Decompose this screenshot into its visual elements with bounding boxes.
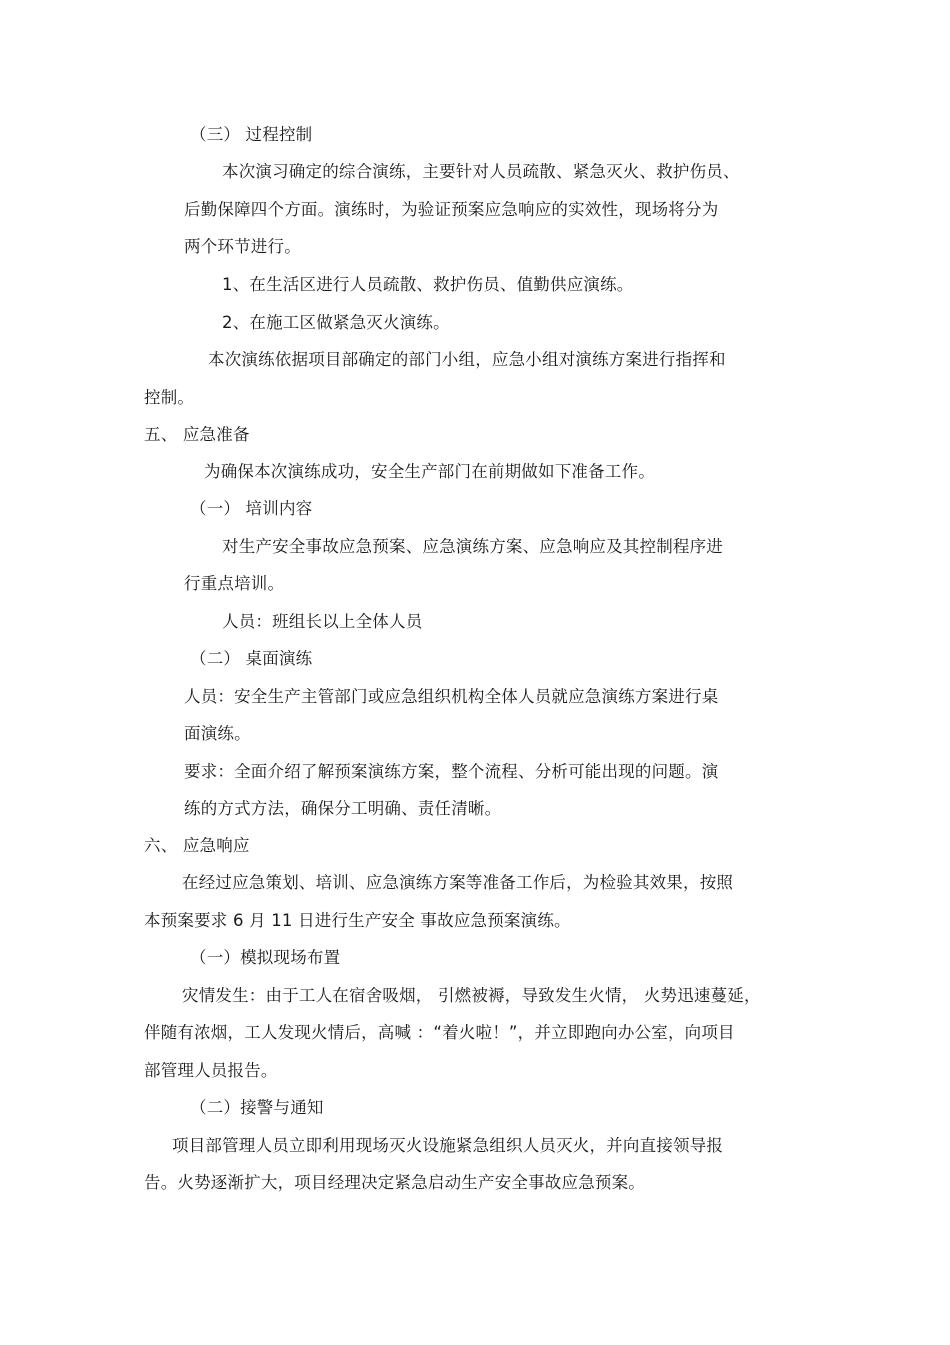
paragraph-line: 要求：全面介绍了解预案演练方案，整个流程、分析可能出现的问题。演 bbox=[184, 762, 719, 781]
paragraph-line: 两个环节进行。 bbox=[184, 237, 301, 256]
paragraph-line: 项目部管理人员立即利用现场灭火设施紧急组织人员灭火，并向直接领导报 bbox=[172, 1136, 724, 1155]
paragraph-line: 部管理人员报告。 bbox=[144, 1061, 278, 1080]
paragraph-line: 本次演练依据项目部确定的部门小组，应急小组对演练方案进行指挥和 bbox=[208, 350, 726, 369]
heading-tabletop-exercise: （二） 桌面演练 bbox=[190, 649, 313, 668]
paragraph-line: 练的方式方法，确保分工明确、责任清晰。 bbox=[184, 799, 502, 818]
heading-process-control: （三） 过程控制 bbox=[190, 125, 313, 144]
paragraph-line: 伴随有浓烟，工人发现火情后，高喊 ：“着火啦！”，并立即跑向办公室，向项目 bbox=[144, 1023, 735, 1042]
paragraph-line: 人员：安全生产主管部门或应急组织机构全体人员就应急演练方案进行桌 bbox=[184, 687, 719, 706]
heading-training-content: （一） 培训内容 bbox=[190, 499, 313, 518]
section-heading-emergency-response: 六、 应急响应 bbox=[144, 836, 250, 855]
paragraph-line: 在经过应急策划、培训、应急演练方案等准备工作后，为检验其效果，按照 bbox=[182, 873, 734, 892]
paragraph-line: 后勤保障四个方面。演练时，为验证预案应急响应的实效性，现场将分为 bbox=[184, 200, 719, 219]
paragraph-line: 面演练。 bbox=[184, 724, 251, 743]
list-item: 1、在生活区进行人员疏散、救护伤员、值勤供应演练。 bbox=[222, 275, 634, 294]
heading-alarm-notification: （二）接警与通知 bbox=[190, 1098, 324, 1117]
list-item: 2、在施工区做紧急灭火演练。 bbox=[222, 313, 450, 332]
paragraph-line: 人员：班组长以上全体人员 bbox=[222, 612, 423, 631]
paragraph-line: 灾情发生：由于工人在宿舍吸烟， 引燃被褥，导致发生火情， 火势迅速蔓延， bbox=[182, 986, 761, 1005]
paragraph-line: 告。火势逐渐扩大，项目经理决定紧急启动生产安全事故应急预案。 bbox=[144, 1173, 645, 1192]
section-heading-emergency-preparation: 五、 应急准备 bbox=[144, 425, 250, 444]
paragraph-line: 对生产安全事故应急预案、应急演练方案、应急响应及其控制程序进 bbox=[222, 537, 723, 556]
paragraph-line: 本预案要求 6 月 11 日进行生产安全 事故应急预案演练。 bbox=[144, 911, 571, 930]
heading-simulated-scene: （一）模拟现场布置 bbox=[190, 948, 341, 967]
paragraph-line: 本次演习确定的综合演练，主要针对人员疏散、紧急灭火、救护伤员、 bbox=[222, 162, 740, 181]
paragraph-line: 行重点培训。 bbox=[184, 574, 285, 593]
paragraph-line: 为确保本次演练成功，安全生产部门在前期做如下准备工作。 bbox=[204, 462, 655, 481]
paragraph-line: 控制。 bbox=[144, 388, 195, 407]
